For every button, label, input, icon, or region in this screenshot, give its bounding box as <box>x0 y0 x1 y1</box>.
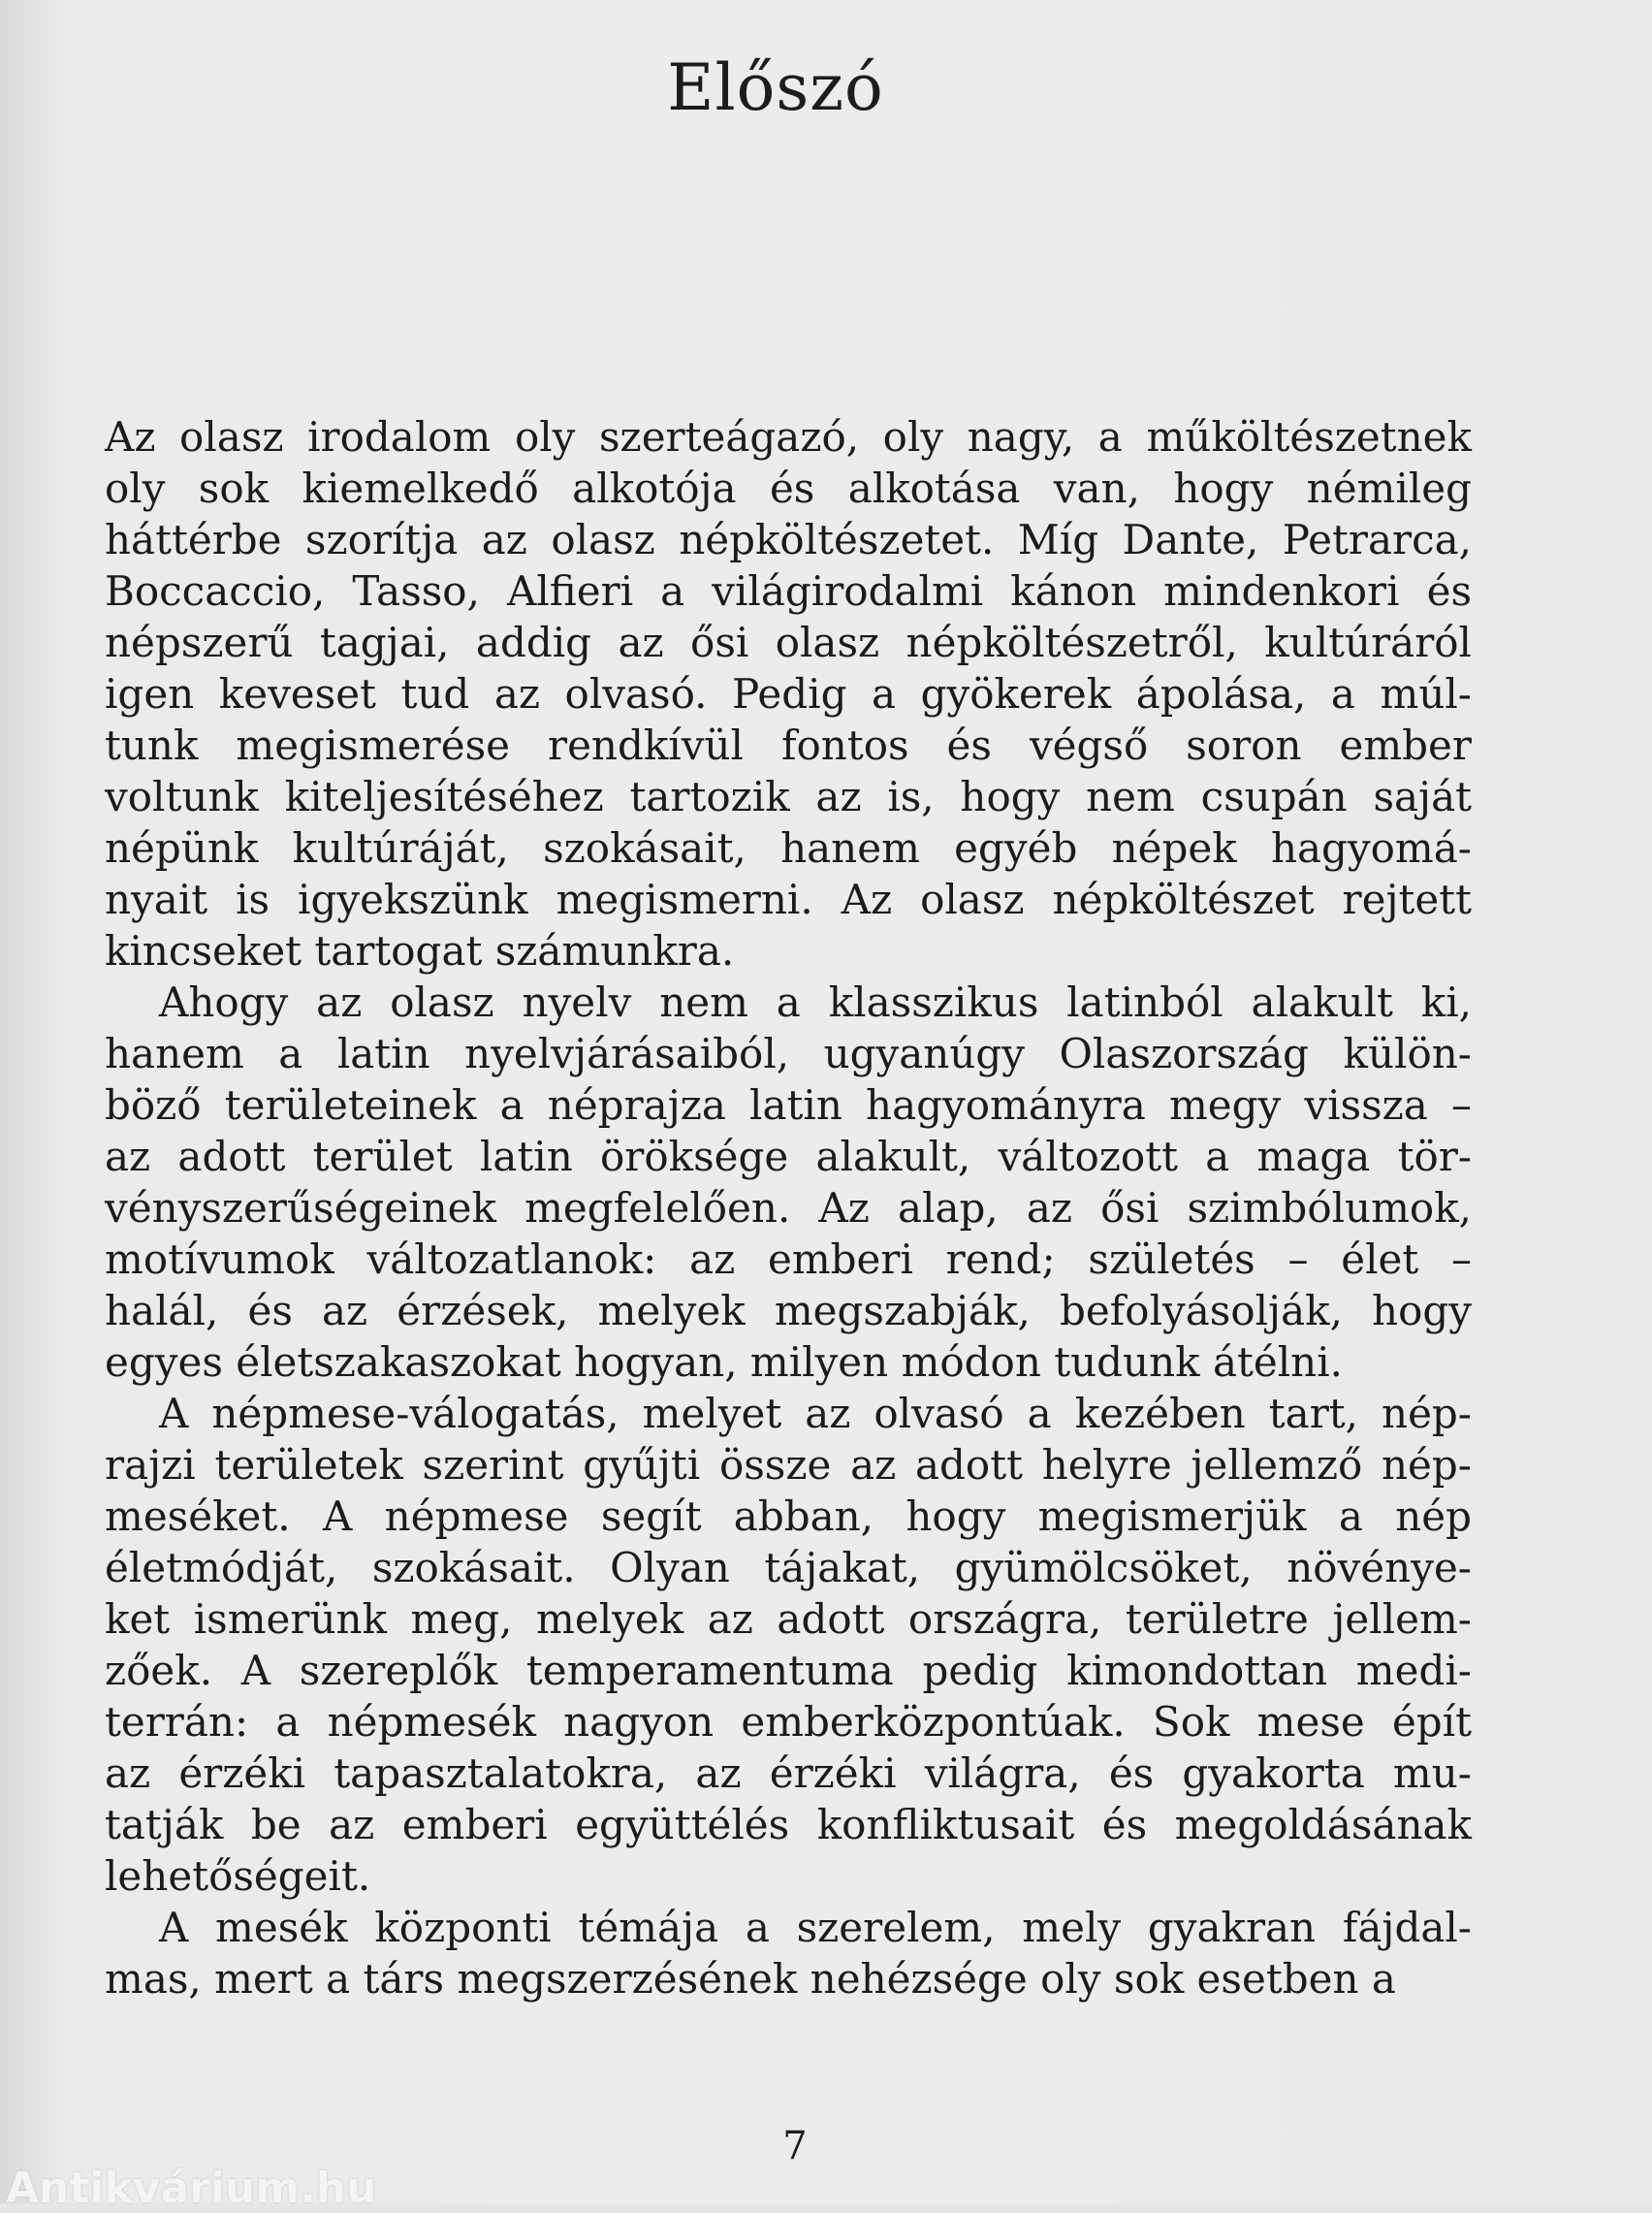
paragraph <box>105 411 1472 977</box>
text-line: életmódját, szokásait. Olyan tájakat, gyümölcsöket, növénye- <box>105 1544 1472 1591</box>
text-line: kincseket tartogat számunkra. <box>105 927 735 975</box>
text-line: tunk megismerése rendkívül fontos és végső soron ember <box>105 722 1472 769</box>
paragraph <box>105 1902 1472 2005</box>
text-line: az érzéki tapasztalatokra, az érzéki világra, és gyakorta mu- <box>105 1749 1472 1797</box>
text-line: rajzi területek szerint gyűjti össze az adott helyre jellemző nép- <box>105 1441 1472 1489</box>
text-line: hanem a latin nyelvjárásaiból, ugyanúgy Olaszország külön- <box>105 1030 1472 1077</box>
text-line: mas, mert a társ megszerzésének nehézsége oly sok esetben a <box>105 1955 1396 2003</box>
watermark-logo: Antikvárium.hu <box>6 2164 377 2213</box>
body-text <box>105 411 1472 2005</box>
paragraph <box>105 977 1472 1388</box>
text-line: Boccaccio, Tasso, Alfieri a világirodalmi kánon mindenkori és <box>105 567 1472 615</box>
text-line: halál, és az érzések, melyek megszabják, befolyásolják, hogy <box>105 1287 1472 1334</box>
text-line: lehetőségeit. <box>105 1852 371 1900</box>
text-line: A népmese-válogatás, melyet az olvasó a kezében tart, nép- <box>159 1390 1472 1437</box>
text-line: népünk kultúráját, szokásait, hanem egyéb népek hagyomá- <box>105 824 1472 872</box>
text-line: vényszerűségeinek megfelelően. Az alap, az ősi szimbólumok, <box>105 1184 1472 1232</box>
text-line: oly sok kiemelkedő alkotója és alkotása van, hogy némileg <box>105 465 1472 512</box>
text-line: voltunk kiteljesítéséhez tartozik az is, hogy nem csupán saját <box>105 773 1472 820</box>
text-line: népszerű tagjai, addig az ősi olasz népköltészetről, kultúráról <box>105 619 1472 666</box>
text-line: egyes életszakaszokat hogyan, milyen módon tudunk átélni. <box>105 1338 1344 1386</box>
text-line: Az olasz irodalom oly szerteágazó, oly nagy, a műköltészetnek <box>105 413 1472 461</box>
text-line: zőek. A szereplők temperamentuma pedig kimondottan medi- <box>105 1647 1472 1694</box>
text-line: tatják be az emberi együttélés konfliktusait és megoldásának <box>105 1801 1472 1848</box>
text-line: terrán: a népmesék nagyon emberközpontúak. Sok mese épít <box>105 1698 1472 1746</box>
page-number: 7 <box>782 2124 808 2168</box>
text-line: böző területeinek a néprajza latin hagyományra megy vissza – <box>105 1081 1472 1129</box>
text-line: motívumok változatlanok: az emberi rend; születés – élet – <box>105 1235 1472 1283</box>
text-line: ket ismerünk meg, melyek az adott országra, területre jellem- <box>105 1595 1472 1643</box>
text-line: nyait is igyekszünk megismerni. Az olasz népköltészet rejtett <box>105 876 1472 923</box>
paragraph <box>105 1388 1472 1902</box>
text-line: A mesék központi témája a szerelem, mely gyakran fájdal- <box>159 1904 1472 1951</box>
text-line: igen keveset tud az olvasó. Pedig a gyökerek ápolása, a múl- <box>105 670 1472 718</box>
text-line: meséket. A népmese segít abban, hogy megismerjük a nép <box>105 1492 1472 1540</box>
page-title: Előszó <box>667 50 884 125</box>
text-line: az adott terület latin öröksége alakult, változott a maga tör- <box>105 1133 1472 1180</box>
text-line: háttérbe szorítja az olasz népköltészetet. Míg Dante, Petrarca, <box>105 516 1472 563</box>
text-line: Ahogy az olasz nyelv nem a klasszikus latinból alakult ki, <box>159 978 1472 1026</box>
